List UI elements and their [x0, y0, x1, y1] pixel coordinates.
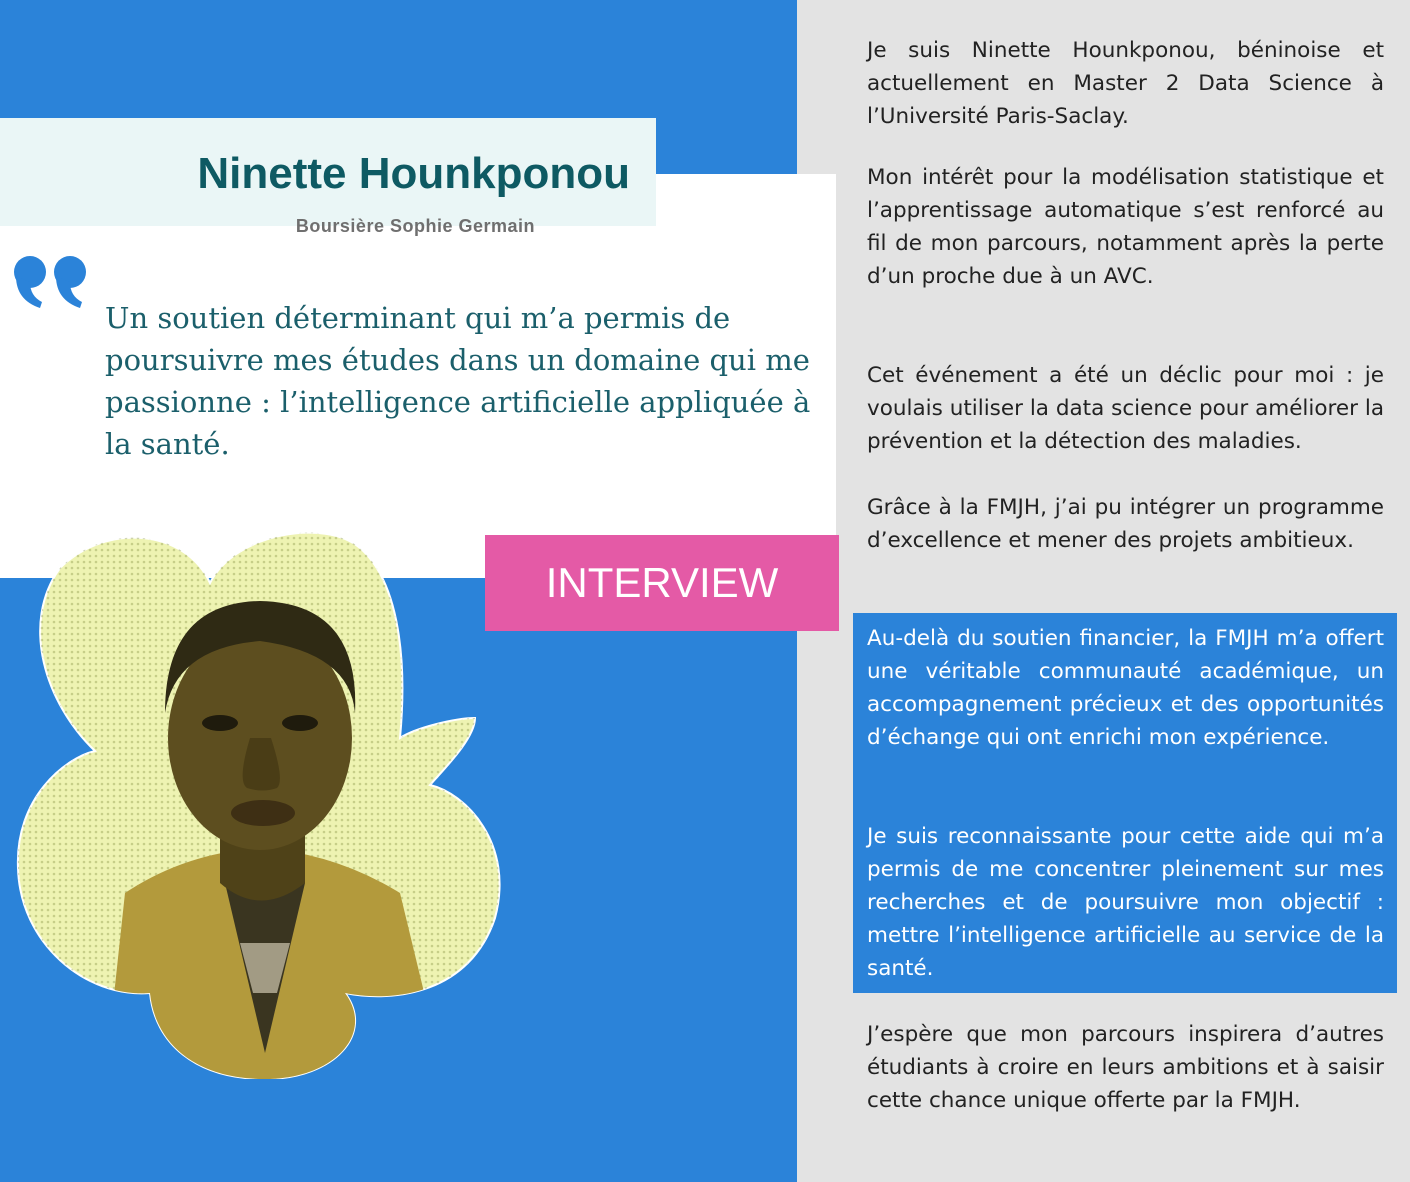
interview-paragraph-closing: J’espère que mon parcours inspirera d’autres étudiants à croire en leurs ambitions et à saisir cette chance unique offerte par la FMJH. [867, 1022, 1384, 1113]
interview-badge: INTERVIEW [485, 535, 839, 631]
person-name: Ninette Hounkponou [197, 149, 630, 198]
interview-paragraph-fmjh: Grâce à la FMJH, j’ai pu intégrer un programme d’excellence et mener des projets ambitieux. [867, 495, 1384, 553]
quote-icon [12, 252, 92, 312]
interview-paragraph-intro: Je suis Ninette Hounkponou, béninoise et actuellement en Master 2 Data Science à l’Université Paris-Saclay. [867, 38, 1384, 129]
portrait-photo [15, 523, 515, 1079]
quote-text: Un soutien déterminant qui m’a permis de poursuivre mes études dans un domaine qui me passionne : l’intelligence artificielle appliquée à la santé. [105, 301, 811, 461]
highlight-paragraph-support: Au-delà du soutien financier, la FMJH m’a offert une véritable communauté académique, un accompagnement précieux et des opportunités d’échange qui ont enrichi mon expérience. [867, 626, 1384, 750]
interview-paragraph-motivation: Mon intérêt pour la modélisation statistique et l’apprentissage automatique s’est renforcé au fil de mon parcours, notamment après la perte d’un proche due à un AVC. [867, 165, 1384, 289]
person-subtitle: Boursière Sophie Germain [295, 216, 535, 236]
highlight-paragraph-gratitude: Je suis reconnaissante pour cette aide qui m’a permis de me concentrer pleinement sur mes recherches et de poursuivre mon objectif : mettre l’intelligence artificielle au service de la santé. [867, 824, 1384, 981]
interview-paragraph-trigger: Cet événement a été un déclic pour moi : je voulais utiliser la data science pour améliorer la prévention et la détection des maladies. [867, 363, 1384, 454]
